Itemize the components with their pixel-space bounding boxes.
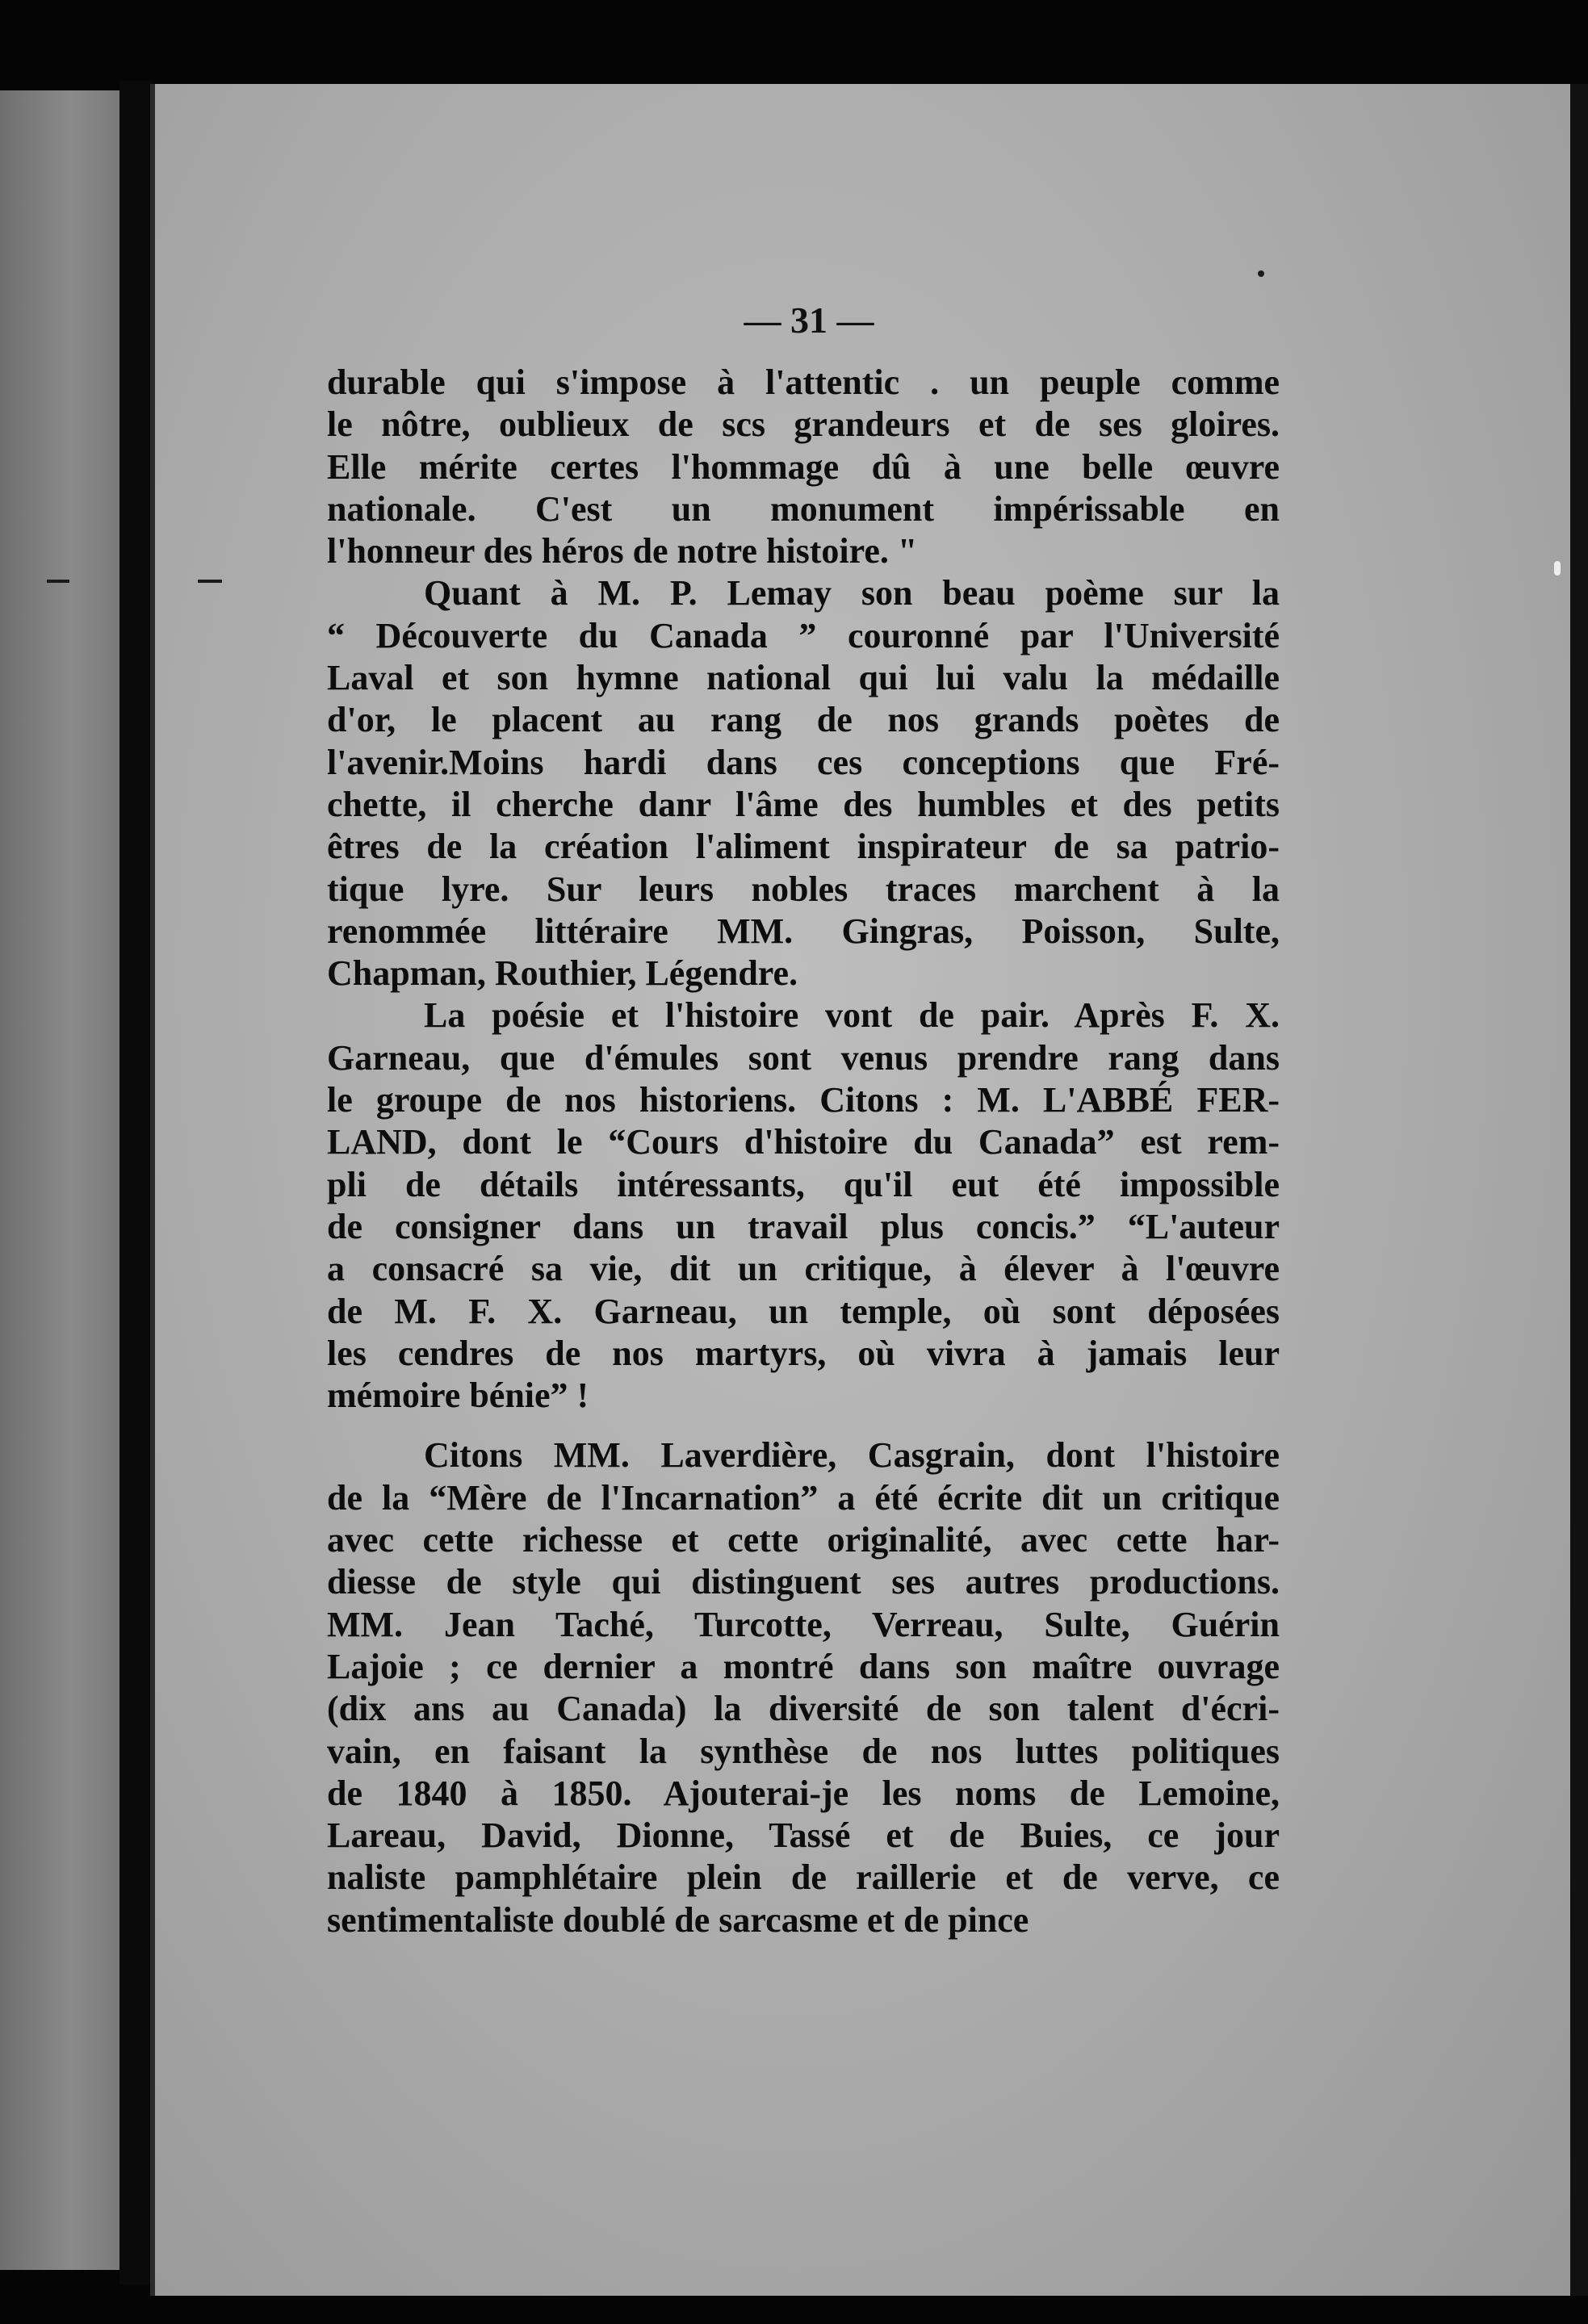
text-line: LAND, dont le “Cours d'histoire du Canada” est rem-: [327, 1122, 1280, 1162]
text-line: avec cette richesse et cette originalité, avec cette har-: [327, 1520, 1280, 1560]
speck-mark: [1554, 561, 1561, 576]
text-line: Lajoie ; ce dernier a montré dans son maître ouvrage: [327, 1646, 1280, 1686]
text-line: l'honneur des héros de notre histoire. ": [327, 531, 918, 572]
text-line: Laval et son hymne national qui lui valu la médaille: [327, 658, 1280, 698]
text-line: de la “Mère de l'Incarnation” a été écrite dit un critique: [327, 1477, 1280, 1518]
text-line: renommée littéraire MM. Gingras, Poisson, Sulte,: [327, 911, 1280, 951]
facing-page-edge: [0, 90, 119, 2270]
text-line: vain, en faisant la synthèse de nos luttes politiques: [327, 1731, 1280, 1771]
text-line: Quant à M. P. Lemay son beau poème sur la: [424, 573, 1280, 613]
text-line: Citons MM. Laverdière, Casgrain, dont l'histoire: [424, 1435, 1280, 1476]
text-line: de consigner dans un travail plus concis.” “L'auteur: [327, 1206, 1280, 1246]
text-line: tique lyre. Sur leurs nobles traces marchent à la: [327, 869, 1280, 909]
text-line: “ Découverte du Canada ” couronné par l'Université: [327, 615, 1280, 655]
page-number: — 31 —: [744, 299, 874, 341]
speck-mark: [198, 580, 222, 583]
text-line: Lareau, David, Dionne, Tassé et de Buies, ce jour: [327, 1815, 1280, 1856]
text-line: Elle mérite certes l'hommage dû à une belle œuvre: [327, 446, 1280, 487]
text-line: (dix ans au Canada) la diversité de son talent d'écri-: [327, 1689, 1280, 1729]
text-line: de M. F. X. Garneau, un temple, où sont déposées: [327, 1291, 1280, 1331]
text-line: êtres de la création l'aliment inspirateur de sa patrio-: [327, 827, 1280, 867]
paragraph-gap: [327, 1417, 1280, 1434]
text-line: a consacré sa vie, dit un critique, à élever à l'œuvre: [327, 1249, 1280, 1289]
text-line: pli de détails intéressants, qu'il eut été impossible: [327, 1164, 1280, 1204]
text-line: naliste pamphlétaire plein de raillerie et de verve, ce: [327, 1857, 1280, 1898]
text-line: le nôtre, oublieux de scs grandeurs et de ses gloires.: [327, 404, 1280, 445]
text-line: sentimentaliste doublé de sarcasme et de pince: [327, 1899, 1029, 1940]
page-edge-shadow: [1570, 84, 1588, 2296]
text-line: les cendres de nos martyrs, où vivra à jamais leur: [327, 1333, 1280, 1373]
text-line: Garneau, que d'émules sont venus prendre rang dans: [327, 1037, 1280, 1078]
speck-mark: [47, 580, 69, 583]
text-line: le groupe de nos historiens. Citons : M. L'ABBÉ FER-: [327, 1080, 1280, 1120]
text-line: l'avenir.Moins hardi dans ces conceptions que Fré-: [327, 742, 1280, 782]
text-line: de 1840 à 1850. Ajouterai-je les noms de Lemoine,: [327, 1773, 1280, 1813]
text-line: Chapman, Routhier, Légendre.: [327, 953, 798, 994]
text-line: chette, il cherche danr l'âme des humbles et des petits: [327, 784, 1280, 824]
text-line: La poésie et l'histoire vont de pair. Après F. X.: [424, 995, 1280, 1036]
text-line: durable qui s'impose à l'attentic . un peuple comme: [327, 362, 1280, 402]
text-line: mémoire bénie” !: [327, 1376, 589, 1416]
body-text: [327, 362, 1280, 1941]
speck-mark: [1258, 270, 1264, 277]
text-line: diesse de style qui distinguent ses autres productions.: [327, 1562, 1280, 1602]
text-line: d'or, le placent au rang de nos grands poètes de: [327, 700, 1280, 740]
text-line: nationale. C'est un monument impérissable en: [327, 488, 1280, 529]
paragraph: [327, 572, 1280, 995]
paragraph: [327, 995, 1280, 1417]
text-line: MM. Jean Taché, Turcotte, Verreau, Sulte, Guérin: [327, 1604, 1280, 1644]
paragraph: [327, 362, 1280, 572]
paragraph: [327, 1434, 1280, 1941]
book-gutter: [119, 81, 152, 2284]
